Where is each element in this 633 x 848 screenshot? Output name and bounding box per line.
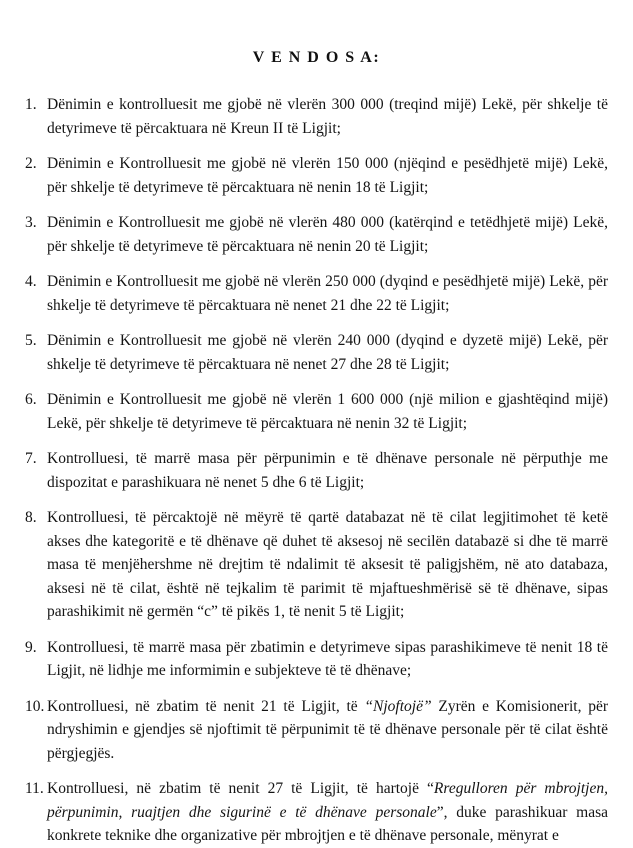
list-item — [25, 447, 608, 494]
item-number: 3. — [25, 214, 37, 231]
list-item — [25, 388, 608, 435]
item-text-segment: Dënimin e kontrolluesit me gjobë në vlerën 300 000 (treqind mijë) Lekë, për shkelje të detyrimeve të përcaktuara në Kreun II të Ligjit; — [47, 96, 608, 137]
item-number: 11. — [25, 780, 44, 797]
item-text-segment: Kontrolluesi, të marrë masa për përpunimin e të dhënave personale në përputhje me dispozitat e parashikuara në nenet 5 dhe 6 të Ligjit; — [47, 450, 608, 491]
item-text-segment: ”, duke parashikuar masa konkrete teknike dhe organizative për mbrojtjen e të dhënave personale, mënyrat e — [47, 803, 608, 844]
item-text — [47, 96, 608, 137]
item-text — [47, 332, 608, 373]
item-text — [47, 391, 608, 432]
item-text — [47, 639, 608, 680]
list-item — [25, 636, 608, 683]
item-text-segment: Dënimin e Kontrolluesit me gjobë në vlerën 150 000 (njëqind e pesëdhjetë mijë) Lekë, për shkelje të detyrimeve të përcaktuara në nenin 18 të Ligjit; — [47, 155, 608, 196]
item-text — [47, 273, 608, 314]
item-number: 1. — [25, 96, 37, 113]
item-number: 10. — [25, 697, 45, 715]
item-text-segment: Kontrolluesi, në zbatim të nenit 21 të Ligjit, të — [47, 697, 365, 715]
item-text — [47, 155, 608, 196]
document-title: V E N D O S A: — [252, 49, 381, 66]
item-text-segment: Dënimin e Kontrolluesit me gjobë në vlerën 240 000 (dyqind e dyzetë mijë) Lekë, për shkelje të detyrimeve të përcaktuara në nenet 27 dhe 28 të Ligjit; — [47, 332, 608, 373]
item-text — [47, 214, 608, 255]
item-text-segment: Kontrolluesi, të përcaktojë në mëyrë të qartë databazat në të cilat legjitimohet të ketë akses dhe kategoritë e të dhënave që duhet të aksesoj në secilën databazë si dhe të marrë masa të menjëhershme në drejtim të ndalimit të aksesit të paligjshëm, në ato databaza, aksesi në të cilat, është në tejkalim të parimit të mjaftueshmërisë së të dhënave, sipas parashikimit në germën “c” të pikës 1, të nenit 5 të Ligjit; — [47, 509, 608, 620]
list-item — [25, 506, 608, 624]
item-text-italic-segment: “Njoftojë” — [364, 697, 432, 715]
item-text — [47, 698, 608, 762]
item-text — [47, 450, 608, 491]
item-number: 5. — [25, 332, 37, 349]
item-text — [47, 509, 608, 620]
item-text-italic-segment: Rregulloren për mbrojtjen, përpunimin, ruajtjen dhe sigurinë e të dhënave personale — [47, 780, 608, 821]
decision-list — [25, 93, 608, 848]
list-item — [25, 695, 608, 766]
item-number: 8. — [25, 509, 37, 526]
item-number: 6. — [25, 391, 37, 408]
item-text-segment: Kontrolluesi, të marrë masa për zbatimin e detyrimeve sipas parashikimeve të nenit 18 të Ligjit, në lidhje me informimin e subjekteve të të dhënave; — [47, 638, 608, 679]
item-number: 4. — [25, 273, 37, 290]
item-number: 9. — [25, 638, 37, 656]
item-number: 7. — [25, 450, 37, 467]
item-number: 2. — [25, 155, 37, 172]
item-text-segment: Kontrolluesi, në zbatim të nenit 27 të Ligjit, të hartojë “ — [47, 780, 434, 797]
list-item — [25, 211, 608, 258]
item-text-segment: Dënimin e Kontrolluesit me gjobë në vlerën 1 600 000 (një milion e gjashtëqind mijë) Lekë, për shkelje të detyrimeve të përcaktuara në nenin 32 të Ligjit; — [47, 391, 608, 432]
list-item — [25, 270, 608, 317]
list-item — [25, 152, 608, 199]
item-text — [47, 780, 608, 844]
list-item — [25, 777, 608, 848]
item-text-segment: Dënimin e Kontrolluesit me gjobë në vlerën 250 000 (dyqind e pesëdhjetë mijë) Lekë, për shkelje të detyrimeve të përcaktuara në nenet 21 dhe 22 të Ligjit; — [47, 273, 608, 314]
item-text-segment: Dënimin e Kontrolluesit me gjobë në vlerën 480 000 (katërqind e tetëdhjetë mijë) Lekë, për shkelje të detyrimeve të përcaktuara në nenin 20 të Ligjit; — [47, 214, 608, 255]
list-item — [25, 329, 608, 376]
item-text-segment: Zyrën e Komisionerit, për ndryshimin e gjendjes së njoftimit të përpunimit të të dhënave personale për të cilat është përgjegjës. — [47, 697, 608, 762]
list-item — [25, 93, 608, 140]
